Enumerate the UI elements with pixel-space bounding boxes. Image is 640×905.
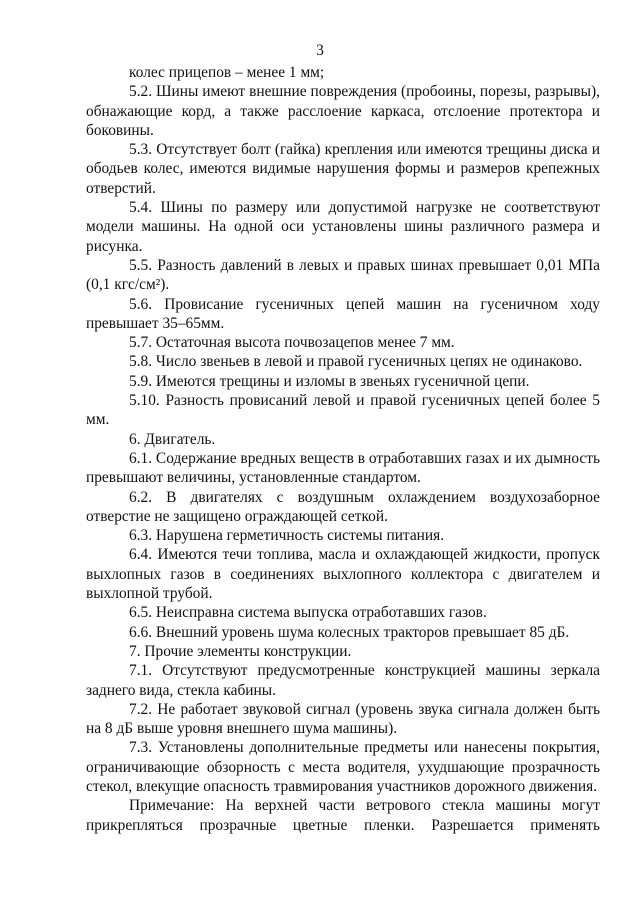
section-heading-other-elements: 7. Прочие элементы конструкции. — [129, 642, 352, 660]
paragraph-5-4: 5.4. Шины по размеру или допустимой нагрузке не соответствуют модели машины. На одной оси установлены шины различного размера и рисунка. — [86, 199, 600, 255]
paragraph-5-3: 5.3. Отсутствует болт (гайка) крепления или имеются трещины диска и ободьев колес, имеются видимые нарушения формы и размеров крепежных отверстий. — [86, 141, 600, 197]
paragraph-6-4: 6.4. Имеются течи топлива, масла и охлаждающей жидкости, пропуск выхлопных газов в соединениях выхлопного коллектора с двигателем и выхлопной трубой. — [86, 546, 600, 603]
paragraph-6-5: 6.5. Неисправна система выпуска отработавших газов. — [129, 604, 487, 622]
paragraph-6-1: 6.1. Содержание вредных веществ в отработавших газах и их дымность превышают величины, установленные стандартом. — [86, 449, 600, 487]
paragraph-tire-wear-trailers: колес прицепов – менее 1 мм; — [129, 64, 325, 81]
document-body — [86, 63, 600, 835]
paragraph-6-2: 6.2. В двигателях с воздушным охлаждением воздухозаборное отверстие не защищено ограждающей сеткой. — [86, 488, 600, 525]
paragraph-5-8: 5.8. Число звеньев в левой и правой гусеничных цепях не одинаково. — [129, 353, 583, 371]
paragraph-7-2: 7.2. Не работает звуковой сигнал (уровень звука сигнала должен быть на 8 дБ выше уровня внешнего шума машины). — [86, 700, 600, 738]
paragraph-5-2: 5.2. Шины имеют внешние повреждения (пробоины, порезы, разрывы), обнажающие корд, а также расслоение каркаса, отслоение протектора и боковины. — [86, 83, 600, 139]
paragraph-7-1: 7.1. Отсутствуют предусмотренные конструкцией машины зеркала заднего вида, стекла кабины. — [86, 662, 600, 699]
section-heading-engine: 6. Двигатель. — [129, 430, 216, 448]
paragraph-7-3: 7.3. Установлены дополнительные предметы или нанесены покрытия, ограничивающие обзорность с места водителя, ухудшающие прозрачность стекол, влекущие опасность травмирования участников дорожного движения. — [86, 739, 600, 795]
paragraph-5-5: 5.5. Разность давлений в левых и правых шинах превышает 0,01 МПа (0,1 кгс/см²). — [86, 256, 600, 294]
paragraph-6-3: 6.3. Нарушена герметичность системы питания. — [129, 527, 445, 545]
paragraph-5-9: 5.9. Имеются трещины и изломы в звеньях гусеничной цепи. — [129, 372, 530, 390]
paragraph-5-6: 5.6. Провисание гусеничных цепей машин на гусеничном ходу превышает 35–65мм. — [86, 295, 600, 332]
paragraph-5-10: 5.10. Разность провисаний левой и правой гусеничных цепей более 5 мм. — [86, 392, 600, 429]
paragraph-6-6: 6.6. Внешний уровень шума колесных тракторов превышает 85 дБ. — [129, 623, 570, 641]
page-number: 3 — [316, 42, 324, 59]
paragraph-5-7: 5.7. Остаточная высота почвозацепов менее 7 мм. — [129, 334, 455, 352]
paragraph-note: Примечание: На верхней части ветрового стекла машины могут прикрепляться прозрачные цветные пленки. Разрешается применять — [86, 797, 600, 834]
